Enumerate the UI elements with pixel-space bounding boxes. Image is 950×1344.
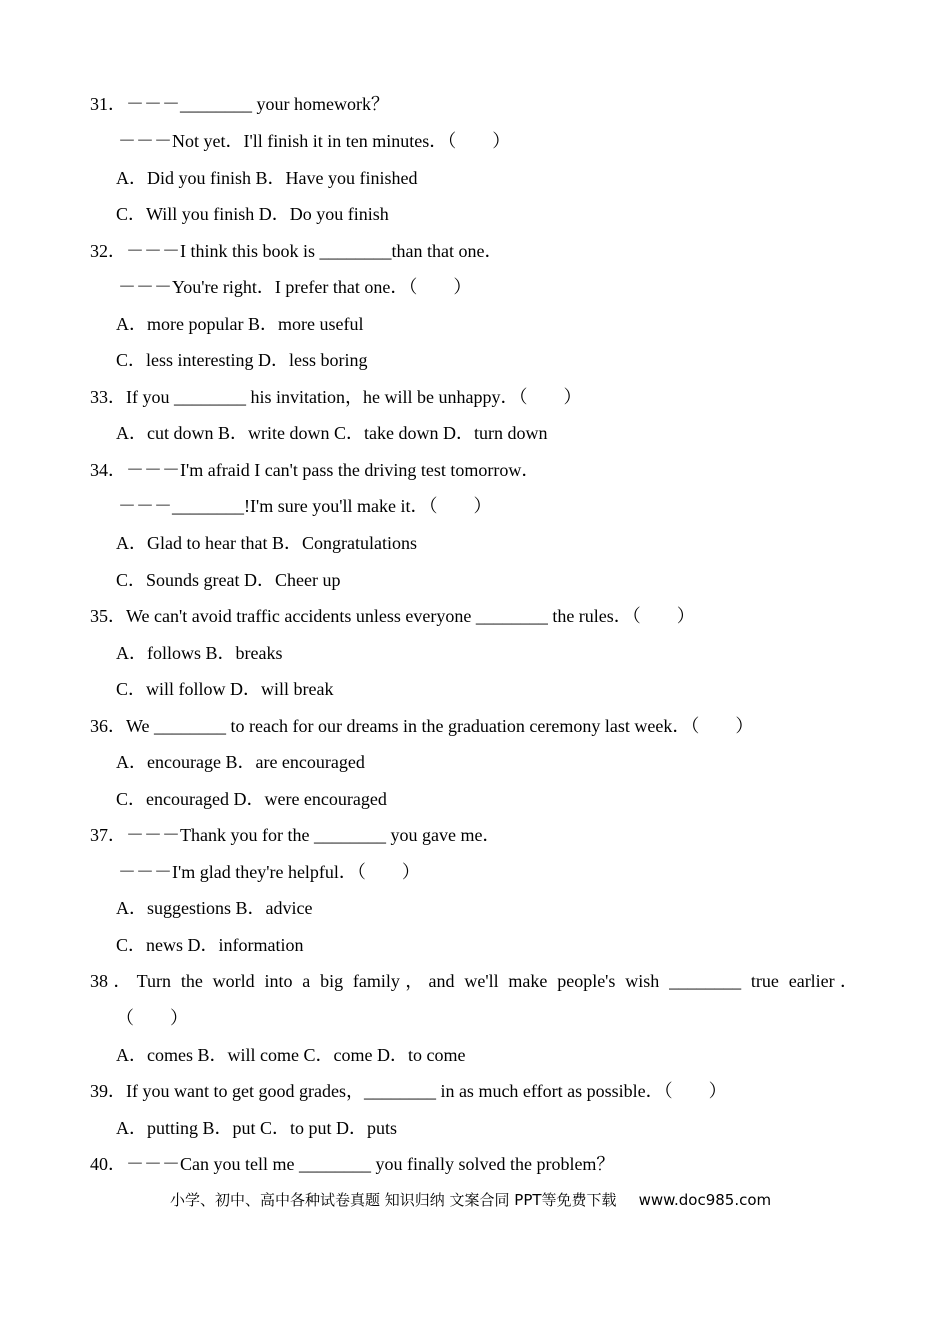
question-34-options-cd: C．Sounds great D．Cheer up (116, 570, 341, 590)
question-32-options-cd: C．less interesting D．less boring (116, 350, 368, 370)
question-31-stem: 31．－－－________ your homework？ (90, 94, 389, 114)
question-33-stem: 33．If you ________ his invitation，he will be unhappy．（ ） (90, 387, 582, 407)
question-32-reply: －－－You're right．I prefer that one．（ ） (118, 277, 472, 297)
question-37-stem: 37．－－－Thank you for the ________ you gave me． (90, 825, 501, 845)
question-38-answer-bracket: （ ） (116, 1008, 188, 1028)
question-39-options: A．putting B．put C．to put D．puts (116, 1118, 398, 1138)
question-33-options: A．cut down B．write down C．take down D．turn down (116, 423, 548, 443)
question-37-reply: －－－I'm glad they're helpful．（ ） (118, 862, 420, 882)
question-32-options-ab: A．more popular B．more useful (116, 314, 364, 334)
question-34-options-ab: A．Glad to hear that B．Congratulations (116, 533, 417, 553)
question-38-stem: 38．Turn the world into a big family，and we'll make people's wish ________ true earlier． (90, 971, 858, 991)
question-40-stem: 40．－－－Can you tell me ________ you finally solved the problem？ (90, 1154, 615, 1174)
question-36-options-cd: C．encouraged D．were encouraged (116, 789, 387, 809)
question-37-options-cd: C．news D．information (116, 935, 304, 955)
question-35-options-cd: C．will follow D．will break (116, 679, 334, 699)
question-31-options-cd: C．Will you finish D．Do you finish (116, 204, 389, 224)
footer-url[interactable]: www.doc985.com (638, 1191, 772, 1209)
question-37-options-ab: A．suggestions B．advice (116, 898, 313, 918)
page-footer (170, 1190, 771, 1210)
question-34-stem: 34．－－－I'm afraid I can't pass the driving test tomorrow． (90, 460, 540, 480)
question-31-reply: －－－Not yet．I'll finish it in ten minutes．（ ） (118, 131, 511, 151)
footer-text: 小学、初中、高中各种试卷真题 知识归纳 文案合同 PPT等免费下载 (170, 1191, 617, 1209)
question-35-stem: 35．We can't avoid traffic accidents unless everyone ________ the rules．（ ） (90, 606, 695, 626)
question-36-stem: 36．We ________ to reach for our dreams in the graduation ceremony last week．（ ） (90, 716, 754, 736)
question-31-options-ab: A．Did you finish B．Have you finished (116, 168, 418, 188)
question-39-stem: 39．If you want to get good grades，________ in as much effort as possible．（ ） (90, 1081, 727, 1101)
question-36-options-ab: A．encourage B．are encouraged (116, 752, 365, 772)
question-34-reply: －－－________!I'm sure you'll make it．（ ） (118, 496, 492, 516)
question-35-options-ab: A．follows B．breaks (116, 643, 283, 663)
question-32-stem: 32．－－－I think this book is ________than that one． (90, 241, 503, 261)
question-38-options: A．comes B．will come C．come D．to come (116, 1045, 466, 1065)
